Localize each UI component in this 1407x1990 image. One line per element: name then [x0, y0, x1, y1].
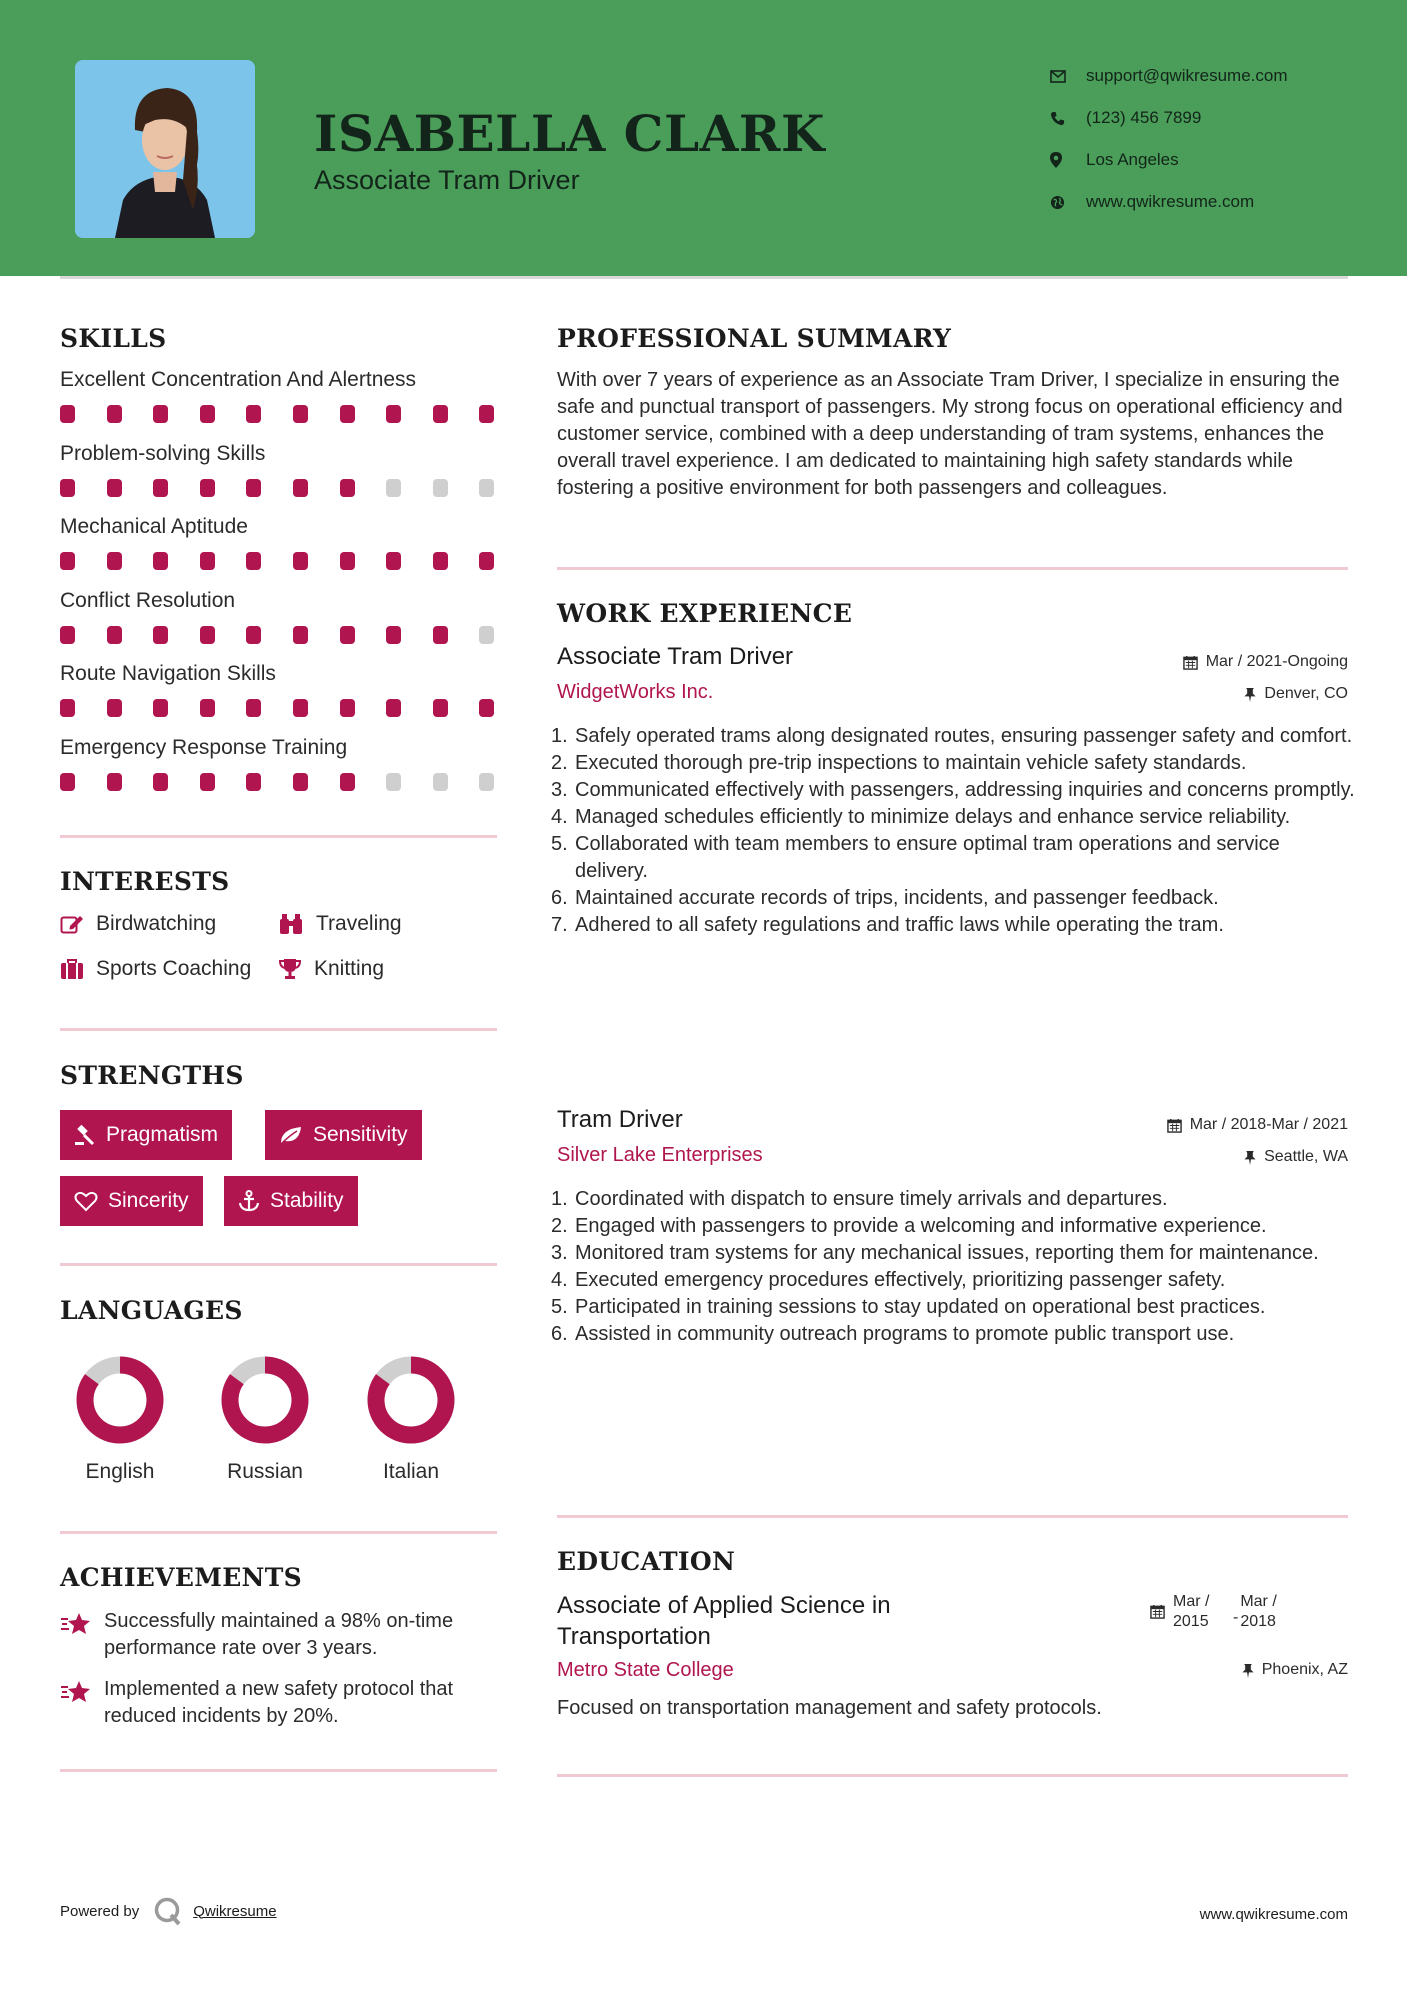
skill-label: Route Navigation Skills [60, 662, 276, 685]
pushpin-icon [1244, 1150, 1256, 1165]
job-bullet-text: Engaged with passengers to provide a welcoming and informative experience. [575, 1215, 1267, 1237]
skill-rating-dot [340, 773, 355, 791]
education-end [1240, 1592, 1290, 1632]
skill-label: Mechanical Aptitude [60, 515, 248, 538]
skill-rating-dot [246, 479, 261, 497]
contact-website[interactable] [1050, 181, 1390, 223]
calendar-icon [1150, 1604, 1165, 1619]
skill-rating-dot [386, 479, 401, 497]
strength-label: Pragmatism [106, 1123, 219, 1146]
job-bullet-number: 7. [551, 914, 568, 936]
skill-rating-dot [293, 552, 308, 570]
skill-rating-dot [433, 773, 448, 791]
job-dates [1167, 1116, 1348, 1134]
job-bullet-number: 4. [551, 806, 568, 828]
star-award-icon [60, 1679, 92, 1705]
skill-rating-dot [107, 552, 122, 570]
contact-location-text: Los Angeles [1086, 150, 1179, 169]
skill-rating-dot [340, 405, 355, 423]
gavel-icon [74, 1124, 96, 1146]
achievement-item [60, 1676, 500, 1730]
job-bullet-number: 5. [551, 833, 568, 855]
skill-rating-dot [200, 552, 215, 570]
job-bullet [551, 1267, 1357, 1294]
achievement-text: Implemented a new safety protocol that reduced incidents by 20%. [104, 1678, 454, 1727]
skills-divider [60, 835, 497, 838]
footer-website[interactable]: www.qwikresume.com [1199, 1906, 1348, 1923]
language-label: Russian [227, 1460, 303, 1483]
strength-tag [265, 1110, 422, 1160]
job-bullet-number: 6. [551, 887, 568, 909]
job-bullet-number: 6. [551, 1323, 568, 1345]
strength-tag [60, 1110, 232, 1160]
education-dates [1150, 1592, 1290, 1632]
skill-rating-dot [200, 699, 215, 717]
qwikresume-logo-icon [153, 1896, 183, 1926]
calendar-icon [1167, 1118, 1182, 1133]
job-bullet-text: Adhered to all safety regulations and traffic laws while operating the tram. [575, 914, 1224, 936]
interest-item [278, 912, 402, 936]
job-bullet [551, 1321, 1357, 1348]
language-label: English [85, 1460, 155, 1483]
heart-icon [74, 1191, 98, 1212]
skill-rating-dot [479, 552, 494, 570]
skill-rating [60, 405, 500, 423]
strengths-divider [60, 1263, 497, 1266]
achievement-item [60, 1608, 500, 1662]
job-bullet-text: Coordinated with dispatch to ensure timely arrivals and departures. [575, 1188, 1168, 1210]
languages-heading: LANGUAGES [60, 1296, 243, 1325]
star-award-icon [60, 1611, 92, 1637]
strength-label: Stability [270, 1189, 344, 1212]
job-bullet [551, 1294, 1357, 1321]
skill-rating-dot [479, 699, 494, 717]
skill-label: Emergency Response Training [60, 735, 348, 759]
contact-list [1050, 55, 1390, 223]
skill-rating-dot [479, 773, 494, 791]
job-dates [1183, 653, 1348, 671]
education-divider [557, 1774, 1348, 1777]
skill-rating-dot [433, 552, 448, 570]
header-banner [0, 0, 1407, 276]
binoculars-icon [278, 913, 304, 935]
languages-divider [60, 1531, 497, 1534]
job-bullet [551, 1213, 1357, 1240]
skill-rating-dot [153, 552, 168, 570]
skill-rating-dot [293, 479, 308, 497]
job-bullet-number: 4. [551, 1269, 568, 1291]
skill-rating [60, 479, 500, 497]
job-bullet-number: 3. [551, 779, 568, 801]
job-bullet-text: Maintained accurate records of trips, incidents, and passenger feedback. [575, 887, 1219, 909]
skill-rating-dot [107, 626, 122, 644]
job-company: WidgetWorks Inc. [557, 681, 714, 703]
skill-rating-dot [60, 479, 75, 497]
job-bullet-text: Collaborated with team members to ensure optimal tram operations and service delivery. [575, 833, 1280, 882]
powered-by-text: Powered by [60, 1902, 140, 1920]
education-degree-line2: Transportation [557, 1623, 711, 1650]
job-bullet-text: Executed emergency procedures effectively, prioritizing passenger safety. [575, 1269, 1226, 1291]
trophy-icon [278, 958, 302, 980]
skill-rating-dot [386, 626, 401, 644]
job-bullet-number: 5. [551, 1296, 568, 1318]
skill-rating-dot [246, 626, 261, 644]
language-item [60, 1355, 180, 1484]
language-donut [60, 1355, 180, 1445]
interests-heading: INTERESTS [60, 867, 230, 896]
pushpin-icon [1242, 1663, 1254, 1678]
skill-rating-dot [60, 626, 75, 644]
contact-website-text: www.qwikresume.com [1086, 192, 1255, 211]
briefcase-icon [60, 958, 84, 980]
skill-rating-dot [60, 552, 75, 570]
skill-rating-dot [153, 479, 168, 497]
education-degree [557, 1590, 891, 1652]
job-bullet [551, 912, 1357, 939]
skill-rating-dot [293, 699, 308, 717]
skill-rating-dot [153, 626, 168, 644]
education-start [1173, 1592, 1233, 1632]
portrait-image [75, 60, 255, 238]
summary-heading: PROFESSIONAL SUMMARY [557, 324, 952, 353]
skill-label: Conflict Resolution [60, 588, 236, 612]
job-bullet-number: 1. [551, 725, 568, 747]
skill-rating-dot [386, 773, 401, 791]
job-bullet-text: Monitored tram systems for any mechanical issues, reporting them for maintenance. [575, 1242, 1319, 1264]
job-bullet [551, 831, 1357, 885]
job-bullet [551, 804, 1357, 831]
interest-label: Birdwatching [96, 912, 217, 935]
skill-rating [60, 626, 500, 644]
skill-rating-dot [200, 626, 215, 644]
pencil-square-icon [60, 913, 84, 935]
job-bullet [551, 750, 1357, 777]
skill-rating-dot [386, 552, 401, 570]
profile-photo [75, 60, 255, 238]
job-bullet-text: Executed thorough pre-trip inspections to maintain vehicle safety standards. [575, 752, 1247, 774]
skill-rating-dot [386, 405, 401, 423]
skill-label: Problem-solving Skills [60, 441, 266, 465]
skill-rating-dot [107, 699, 122, 717]
education-heading: EDUCATION [557, 1547, 736, 1576]
summary-text: With over 7 years of experience as an Associate Tram Driver, I specialize in ensuring the safe and punctual transport of passengers. My strong focus on operational efficiency and customer service, combined with a deep understanding of tram systems, enhances the overall travel experience. I am dedicated to maintaining high safety standards while fostering a positive environment for both passengers and colleagues. [557, 369, 1343, 499]
job-location-text: Denver, CO [1264, 685, 1348, 702]
interest-label: Knitting [314, 957, 385, 980]
skill-rating-dot [200, 773, 215, 791]
skill-rating-dot [246, 552, 261, 570]
achievement-text: Successfully maintained a 98% on-time performance rate over 3 years. [104, 1610, 454, 1659]
job-location [1244, 685, 1348, 703]
skills-heading: SKILLS [60, 324, 167, 353]
education-degree-line1: Associate of Applied Science in [557, 1592, 891, 1619]
interest-item [60, 957, 251, 981]
interest-label: Traveling [316, 912, 402, 935]
skill-rating-dot [386, 699, 401, 717]
skill-rating-dot [340, 699, 355, 717]
language-donut [351, 1355, 471, 1445]
candidate-name: ISABELLA CLARK [314, 104, 825, 163]
education-end-year: 2018 [1240, 1613, 1276, 1630]
skill-rating-dot [153, 405, 168, 423]
candidate-title: Associate Tram Driver [314, 165, 580, 195]
skill-rating-dot [479, 405, 494, 423]
qwikresume-link[interactable]: Qwikresume [193, 1902, 277, 1920]
skill-rating-dot [60, 773, 75, 791]
job-bullet-text: Participated in training sessions to stay updated on operational best practices. [575, 1296, 1266, 1318]
job-bullet-number: 3. [551, 1242, 568, 1264]
strengths-heading: STRENGTHS [60, 1061, 244, 1090]
job-bullet [551, 777, 1357, 804]
job-bullets [551, 1186, 1357, 1348]
job-bullet-text: Assisted in community outreach programs to promote public transport use. [575, 1323, 1235, 1345]
job-bullet [551, 1186, 1357, 1213]
job-bullet-text: Communicated effectively with passengers, addressing inquiries and concerns promptly. [575, 779, 1355, 801]
job-location-text: Seattle, WA [1264, 1148, 1348, 1165]
achievements-divider [60, 1769, 497, 1772]
education-end-month: Mar / [1240, 1593, 1277, 1610]
contact-phone-text: (123) 456 7899 [1086, 108, 1202, 127]
skill-rating-dot [153, 699, 168, 717]
job-location [1244, 1148, 1348, 1166]
achievements-heading: ACHIEVEMENTS [60, 1563, 302, 1592]
interests-divider [60, 1028, 497, 1031]
skill-rating-dot [340, 626, 355, 644]
education-date-dash: - [1233, 1609, 1239, 1626]
skill-rating-dot [340, 479, 355, 497]
skill-rating-dot [433, 626, 448, 644]
job-dates-text: Mar / 2018-Mar / 2021 [1189, 1116, 1348, 1133]
summary-divider [557, 567, 1348, 570]
education-location-text: Phoenix, AZ [1261, 1661, 1348, 1678]
calendar-icon [1183, 655, 1198, 670]
contact-email-text: support@qwikresume.com [1086, 66, 1288, 85]
skill-rating-dot [60, 405, 75, 423]
strength-label: Sensitivity [313, 1123, 408, 1146]
education-description: Focused on transportation management and safety protocols. [557, 1697, 1102, 1719]
skill-rating-dot [107, 773, 122, 791]
skill-rating-dot [107, 405, 122, 423]
skill-rating-dot [246, 405, 261, 423]
education-start-month: Mar / [1173, 1593, 1210, 1610]
skill-rating-dot [246, 773, 261, 791]
anchor-icon [238, 1190, 260, 1212]
job-bullet [551, 723, 1357, 750]
phone-icon [1050, 111, 1086, 126]
experience-divider [557, 1515, 1348, 1518]
strength-tag [224, 1176, 358, 1226]
leaf-icon [279, 1125, 303, 1145]
job-bullet [551, 1240, 1357, 1267]
map-pin-icon [1050, 152, 1086, 168]
job-company: Silver Lake Enterprises [557, 1144, 763, 1166]
skill-rating-dot [433, 479, 448, 497]
interest-item [278, 957, 384, 981]
skill-rating [60, 552, 500, 570]
job-bullet [551, 885, 1357, 912]
skill-rating-dot [293, 626, 308, 644]
skill-rating-dot [107, 479, 122, 497]
skill-rating-dot [200, 479, 215, 497]
job-role: Associate Tram Driver [557, 643, 794, 670]
skill-rating [60, 699, 500, 717]
skill-rating-dot [433, 405, 448, 423]
language-donut [205, 1355, 325, 1445]
contact-location [1050, 139, 1390, 181]
globe-icon [1050, 195, 1086, 210]
job-bullets [551, 723, 1357, 939]
education-school: Metro State College [557, 1659, 734, 1681]
footer-powered-by [60, 1896, 277, 1926]
skill-rating-dot [479, 626, 494, 644]
language-item [351, 1355, 471, 1484]
language-label: Italian [382, 1460, 440, 1483]
interest-label: Sports Coaching [96, 957, 252, 980]
skill-rating-dot [153, 773, 168, 791]
job-dates-text: Mar / 2021-Ongoing [1205, 653, 1348, 670]
job-role: Tram Driver [557, 1106, 683, 1133]
job-bullet-number: 2. [551, 1215, 568, 1237]
pushpin-icon [1244, 687, 1256, 702]
skill-rating-dot [246, 699, 261, 717]
job-bullet-number: 2. [551, 752, 568, 774]
skill-rating [60, 773, 500, 791]
strength-label: Sincerity [108, 1189, 189, 1212]
skill-rating-dot [340, 552, 355, 570]
skill-rating-dot [293, 773, 308, 791]
envelope-icon [1050, 70, 1086, 83]
header-divider [60, 276, 1348, 279]
education-location [1242, 1661, 1348, 1679]
skill-rating-dot [200, 405, 215, 423]
skill-rating-dot [293, 405, 308, 423]
strength-tag [60, 1176, 203, 1226]
job-bullet-text: Safely operated trams along designated routes, ensuring passenger safety and comfort. [575, 725, 1353, 747]
job-bullet-text: Managed schedules efficiently to minimize delays and enhance service reliability. [575, 806, 1291, 828]
education-start-year: 2015 [1173, 1613, 1209, 1630]
contact-phone[interactable] [1050, 97, 1390, 139]
job-bullet-number: 1. [551, 1188, 568, 1210]
contact-email[interactable] [1050, 55, 1390, 97]
interest-item [60, 912, 216, 936]
skill-rating-dot [479, 479, 494, 497]
skill-rating-dot [433, 699, 448, 717]
skill-rating-dot [60, 699, 75, 717]
skill-label: Excellent Concentration And Alertness [60, 368, 417, 391]
experience-heading: WORK EXPERIENCE [557, 599, 853, 628]
language-item [205, 1355, 325, 1484]
